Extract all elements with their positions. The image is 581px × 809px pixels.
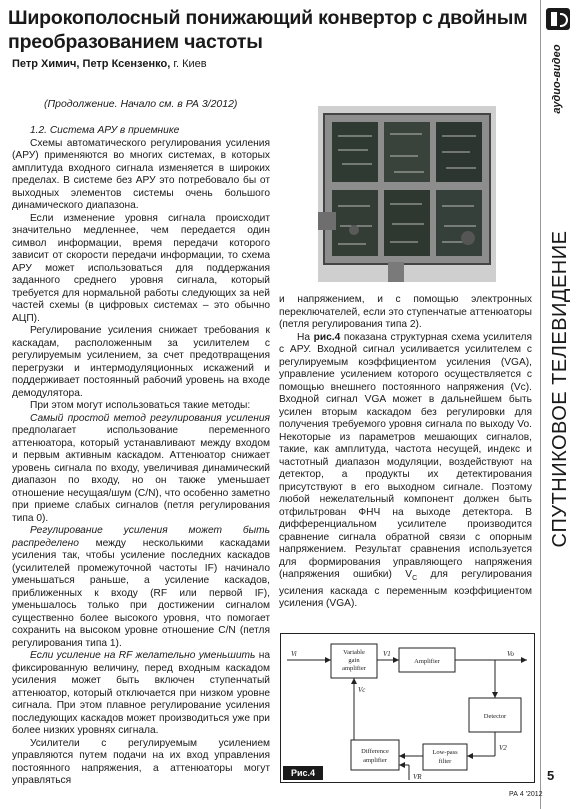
paragraph bbox=[12, 525, 270, 650]
column-right bbox=[279, 294, 532, 619]
paragraph-lead: Регулирование усиления может быть распределено bbox=[12, 525, 270, 549]
paragraph: и напряжением, и с помощью электронных переключателей, если это ступенчатые аттенюаторы (петля регулирования типа 2). bbox=[279, 294, 532, 330]
signal-vo: Vo bbox=[507, 650, 514, 658]
section-category: аудио-видео bbox=[551, 44, 563, 114]
vga-label-1: Variable bbox=[343, 649, 365, 656]
article-authors bbox=[12, 58, 207, 70]
paragraph: Если изменение уровня сигнала происходит значительно медленнее, чем передается один символ информации, время передачи которого зависит от скорости передачи информации, то схема АРУ может использоваться для поддержания заданного среднего уровня сигнала, который требуется для нормальной работы следующих за ней частей схемы (в цифровых системах – это обычно АЦП). bbox=[12, 212, 270, 324]
paragraph-body: на фиксированную величину, перед входным каскадом усиления может быть включен ступенчатый аттенюатор, который отключается при низком уровне сигнала. При этом плавное регулирование усиления последующих каскадов может производиться уже при более низких уровнях сигнала. bbox=[12, 650, 270, 736]
detector-label: Detector bbox=[483, 713, 507, 720]
paragraph: Усилители с регулируемым усилением управляются путем подачи на их вход управления постоянного напряжения, а аттенюаторы могут управляться bbox=[12, 737, 270, 786]
paragraph-lead: Самый простой метод регулирования усиления bbox=[30, 412, 270, 424]
block-diagram bbox=[280, 633, 535, 783]
signal-vi: Vi bbox=[291, 650, 297, 658]
lpf-label-2: filter bbox=[438, 758, 452, 765]
paragraph-body: между несколькими каскадами усиления так, чтобы усиление последних каскадов (усилителей промежуточной частоты IF) начинало уменьшаться раньше, а усиление каскадов, приближенных к входу (RF или первой IF), уменьшалось только при достижении сигналом существенно более высокого уровня, что помогает сохранить на высоком уровне отношение C/N (петля регулирования типа 1). bbox=[12, 537, 270, 649]
diff-amp-label-2: amplifier bbox=[363, 757, 387, 764]
issue-label: РА 4 '2012 bbox=[509, 791, 543, 798]
device-photo bbox=[318, 106, 496, 282]
author-city: г. Киев bbox=[173, 58, 207, 70]
column-left bbox=[12, 125, 270, 797]
paragraph bbox=[279, 332, 532, 611]
paragraph-body: На bbox=[297, 331, 314, 343]
paragraph: При этом могут использоваться такие методы: bbox=[30, 400, 251, 411]
paragraph-body: показана структурная схема усилителя с АРУ. Входной сигнал усиливается усилителем с регулируемым коэффициентом усиления (VGA), управление усилением которого осуществляется с помощью внешнего постоянного напряжения (Vc). Входной сигнал VGA может в дальнейшем быть усилен вторым каскадом без регулировки для получения требуемого уровня сигнала по выходу Vo. Некоторые из параметров мешающих сигналов, такие, как амплитуда, частота несущей, индекс и частотный диапазон модуляции, воздействуют на детектор, а продукты их детектирования присутствуют в его выходном сигнале. Поэтому любой нежелательный компонент должен быть отфильтрован ФНЧ на выходе детектора. В дифференциальном усилителе производится сравнение сигнала обратной связи с опорным напряжением. Результат сравнения используется для формирования управляющего напряжения (напряжения ошибки) V bbox=[279, 331, 532, 580]
figure-label: Рис.4 bbox=[283, 766, 323, 780]
paragraph: Схемы автоматического регулирования усиления (АРУ) применяются во многих системах, в которых амплитуда входного сигнала изменяется в широких пределах. В системе без АРУ это потребовало бы от выходных элементов системы очень большого динамического диапазона. bbox=[12, 137, 270, 211]
signal-vc: Vc bbox=[358, 686, 366, 694]
paragraph-body: предполагает использование переменного аттенюатора, который устанавливают между входом и первым активным каскадом. Аттенюатор снижает уровень сигнала по входу, увеличивая динамический диапазон по входу, но он также уменьшает отношение несущая/шум (C/N), что особенно заметно при приеме слабых сигналов (петля регулирования типа 0). bbox=[12, 425, 270, 524]
signal-vr: VR bbox=[413, 773, 422, 781]
vga-label-3: amplifier bbox=[342, 665, 366, 672]
paragraph: Регулирование усиления снижает требования к каскадам, расположенным за усилителем с регулируемым усилением, за счет предотвращения перегрузки и интермодуляционных искажений и поддерживает постоянный рабочий уровень на входе демодулятора. bbox=[12, 325, 270, 399]
subscript: C bbox=[412, 575, 418, 583]
signal-v1: V1 bbox=[383, 650, 391, 658]
paragraph bbox=[12, 413, 270, 526]
signal-v2: V2 bbox=[499, 744, 507, 752]
page-number: 5 bbox=[547, 768, 555, 783]
amplifier-label: Amplifier bbox=[414, 658, 440, 665]
lpf-label-1: Low-pass bbox=[432, 749, 458, 756]
device-photo-drawing bbox=[318, 106, 496, 282]
paragraph bbox=[12, 650, 270, 738]
continuation-note: (Продолжение. Начало см. в РА 3/2012) bbox=[44, 98, 238, 110]
vga-label-2: gain bbox=[348, 657, 360, 664]
diff-amp-label-1: Difference bbox=[361, 748, 389, 755]
article-title: Широкополосный понижающий конвертор с двойным преобразованием частоты bbox=[8, 7, 528, 53]
paragraph-lead: Если усиление на RF желательно уменьшить bbox=[30, 650, 256, 661]
block-diagram-drawing bbox=[281, 634, 534, 782]
figure-reference: рис.4 bbox=[313, 331, 341, 343]
author-names: Петр Химич, Петр Ксензенко, bbox=[12, 58, 171, 70]
paragraph-body: для регулирования усиления каскада с переменным коэффициентом усиления (VGA). bbox=[279, 569, 532, 610]
section-title: СПУТНИКОВОЕ ТЕЛЕВИДЕНИЕ bbox=[549, 230, 571, 548]
subheading: 1.2. Система АРУ в приемнике bbox=[30, 125, 180, 136]
